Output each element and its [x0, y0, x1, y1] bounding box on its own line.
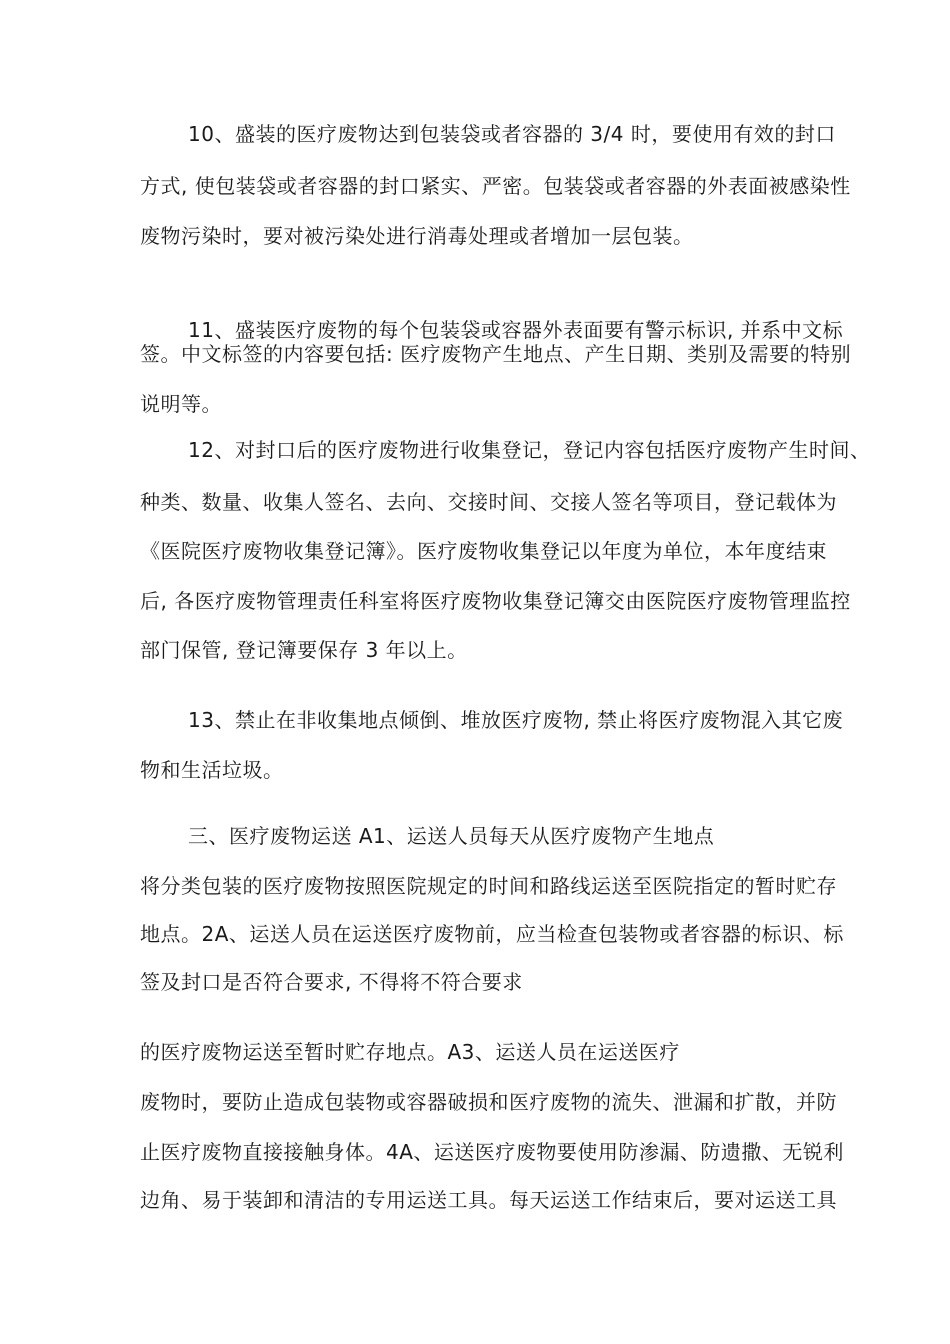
section-3-line-7: 止医疗废物直接接触身体。4A、运送医疗废物要使用防渗漏、防遗撒、无锐利 [140, 1140, 844, 1164]
section-3-line-4: 签及封口是否符合要求, 不得将不符合要求 [140, 970, 523, 994]
paragraph-12-line-4: 后, 各医疗废物管理责任科室将医疗废物收集登记簿交由医院医疗废物管理监控 [140, 589, 851, 613]
section-3-line-5: 的医疗废物运送至暂时贮存地点。A3、运送人员在运送医疗 [140, 1040, 680, 1064]
section-3-line-6: 废物时，要防止造成包装物或容器破损和医疗废物的流失、泄漏和扩散，并防 [140, 1090, 837, 1114]
section-3-line-1: 三、医疗废物运送 A1、运送人员每天从医疗废物产生地点 [188, 824, 715, 848]
paragraph-11-line-1: 11、盛装医疗废物的每个包装袋或容器外表面要有警示标识, 并系中文标 [188, 318, 844, 342]
paragraph-12-line-3: 《医院医疗废物收集登记簿》。医疗废物收集登记以年度为单位，本年度结束 [140, 539, 827, 563]
paragraph-12-line-2: 种类、数量、收集人签名、去向、交接时间、交接人签名等项目，登记载体为 [140, 490, 837, 514]
paragraph-13-line-2: 物和生活垃圾。 [140, 758, 284, 782]
paragraph-11-line-3: 说明等。 [140, 392, 222, 416]
paragraph-11-line-2: 签。中文标签的内容要包括: 医疗废物产生地点、产生日期、类别及需要的特别 [140, 342, 852, 366]
section-3-line-2: 将分类包装的医疗废物按照医院规定的时间和路线运送至医院指定的暂时贮存 [140, 874, 837, 898]
section-3-line-3: 地点。2A、运送人员在运送医疗废物前，应当检查包装物或者容器的标识、标 [140, 922, 844, 946]
paragraph-10-line-3: 废物污染时，要对被污染处进行消毒处理或者增加一层包装。 [140, 224, 694, 248]
paragraph-12-line-5: 部门保管, 登记簿要保存 3 年以上。 [140, 638, 468, 662]
paragraph-10-line-2: 方式, 使包装袋或者容器的封口紧实、严密。包装袋或者容器的外表面被感染性 [140, 174, 851, 198]
paragraph-12-line-1: 12、对封口后的医疗废物进行收集登记，登记内容包括医疗废物产生时间、 [188, 438, 871, 462]
paragraph-10-line-1: 10、盛装的医疗废物达到包装袋或者容器的 3/4 时，要使用有效的封口 [188, 122, 836, 146]
section-3-line-8: 边角、易于装卸和清洁的专用运送工具。每天运送工作结束后，要对运送工具 [140, 1188, 837, 1212]
paragraph-13-line-1: 13、禁止在非收集地点倾倒、堆放医疗废物, 禁止将医疗废物混入其它废 [188, 708, 844, 732]
